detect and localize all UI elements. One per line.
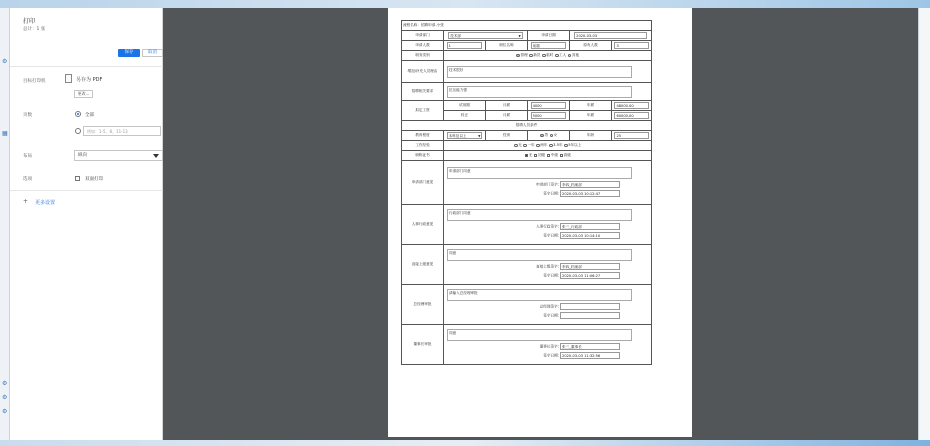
age-label: 年龄 xyxy=(570,131,612,141)
change-destination-button[interactable]: 更改... xyxy=(74,90,93,98)
print-preview-area xyxy=(163,8,918,440)
destination-value: 另存为 PDF xyxy=(76,77,103,83)
background-scrollbar[interactable] xyxy=(918,8,930,446)
apply-date-input[interactable]: 2020-03-03 xyxy=(574,32,647,39)
category-radio-3[interactable] xyxy=(555,54,559,58)
pages-all-radio[interactable] xyxy=(75,111,81,117)
sidebar-gear-icon-3[interactable]: ⚙ xyxy=(2,394,8,401)
hr-signer-input[interactable]: 张三_行政部 xyxy=(560,223,620,230)
headcount-input[interactable]: 1 xyxy=(447,42,483,49)
education-select[interactable]: 本科及以上 ▼ xyxy=(447,132,483,139)
duplex-label: 双面打印 xyxy=(85,177,103,182)
experience-label: 工作经验 xyxy=(402,141,444,151)
category-options: 管理 新员 临时 工人 其他 xyxy=(444,51,652,61)
sup-date-label: 签字日期: xyxy=(543,273,559,278)
salary-label: 拟定工资 xyxy=(402,101,444,121)
destination-label: 目标打印机 xyxy=(23,79,46,84)
sidebar-gear-icon-2[interactable]: ⚙ xyxy=(2,380,8,387)
headcount-label: 申请人数 xyxy=(402,41,444,51)
sidebar-gear-icon-4[interactable]: ⚙ xyxy=(2,408,8,415)
apply-dept-label: 申请部门 xyxy=(402,31,444,41)
probation-monthly-label: 月薪 xyxy=(486,101,528,111)
print-button[interactable]: 保存 xyxy=(118,49,140,57)
sup-signer-label: 直接上级签字: xyxy=(536,264,559,269)
options-label: 选项 xyxy=(23,177,32,182)
print-title: 打印 xyxy=(23,18,36,25)
apply-dept-select[interactable]: 技术部 ▼ xyxy=(448,32,523,39)
duplex-checkbox[interactable] xyxy=(75,176,80,181)
dept-date-input[interactable]: 2020-03-03 10:12:47 xyxy=(560,190,620,197)
cert-label: 职称证书 xyxy=(402,151,444,161)
pages-label: 页数 xyxy=(23,113,32,118)
sidebar-gear-icon[interactable]: ⚙ xyxy=(2,58,8,65)
gender-radio-female[interactable] xyxy=(550,134,554,138)
pdf-file-icon xyxy=(65,74,72,83)
hr-signer-label: 人事行政签字: xyxy=(536,224,559,229)
sup-opinion-label: 直接上级意见 xyxy=(402,245,444,285)
background-app-sidebar xyxy=(0,8,10,446)
hr-date-label: 签字日期: xyxy=(543,233,559,238)
probation-annual-input[interactable]: 48000.00 xyxy=(614,102,648,109)
recruitment-form xyxy=(401,20,652,365)
conditions-header: 招聘人员条件 xyxy=(402,121,652,131)
probation-monthly-input[interactable]: 4000 xyxy=(531,102,567,109)
chair-date-label: 签字日期: xyxy=(543,353,559,358)
cert-options: 无 初级 中级 高级 xyxy=(444,151,652,161)
gm-signer-label: 总经理签字: xyxy=(539,304,559,309)
pages-range-input[interactable]: 例如：1-5、8、11-13 xyxy=(83,126,161,136)
chevron-down-icon xyxy=(153,154,159,158)
position-input[interactable]: 前端 xyxy=(531,42,567,49)
regular-annual-label: 年薪 xyxy=(570,111,612,121)
sup-opinion-textarea[interactable]: 同意 xyxy=(447,249,632,261)
gm-textarea[interactable]: 请输入总经理审批 xyxy=(447,289,632,301)
cancel-button[interactable]: 取消 xyxy=(142,49,163,57)
gm-date-label: 签字日期: xyxy=(543,313,559,318)
dept-opinion-label: 申请部门意见 xyxy=(402,161,444,205)
position-label: 职位名称 xyxy=(486,41,528,51)
existing-input[interactable]: 3 xyxy=(614,42,648,49)
category-radio-4[interactable] xyxy=(568,54,572,58)
hr-date-input[interactable]: 2020-03-03 10:14:10 xyxy=(560,232,620,239)
gender-label: 性别 xyxy=(486,131,528,141)
cert-checkbox-0[interactable] xyxy=(525,154,529,158)
layout-select[interactable] xyxy=(74,150,163,161)
chair-signer-label: 董事长签字: xyxy=(539,344,559,349)
dept-date-label: 签字日期: xyxy=(543,191,559,196)
apply-date-label: 申请日期 xyxy=(528,31,570,41)
sheet-count: 总计：1 张 xyxy=(23,27,46,32)
cert-checkbox-3[interactable] xyxy=(560,154,564,158)
preview-page xyxy=(388,8,692,437)
existing-label: 原有人数 xyxy=(570,41,612,51)
requirement-textarea[interactable]: 抗压能力强 xyxy=(447,86,632,98)
hr-opinion-label: 人事行政意见 xyxy=(402,205,444,245)
reason-label: 增加/补充人员理由 xyxy=(402,61,444,83)
probation-label: 试用期 xyxy=(444,101,486,111)
gm-label: 总经理审批 xyxy=(402,285,444,325)
layout-label: 布局 xyxy=(23,154,32,159)
probation-annual-label: 年薪 xyxy=(570,101,612,111)
requirement-label: 招聘相关要求 xyxy=(402,83,444,101)
regular-monthly-input[interactable]: 5000 xyxy=(531,112,567,119)
regular-label: 转正 xyxy=(444,111,486,121)
more-settings-link[interactable]: 更多设置 xyxy=(35,200,56,206)
cert-checkbox-2[interactable] xyxy=(547,154,551,158)
chair-label: 董事长审批 xyxy=(402,325,444,365)
education-label: 教育程度 xyxy=(402,131,444,141)
divider xyxy=(10,66,163,67)
category-label: 职务类别 xyxy=(402,51,444,61)
divider xyxy=(10,190,163,191)
cert-checkbox-1[interactable] xyxy=(534,154,538,158)
dept-signer-input[interactable]: 李四_档案部 xyxy=(560,181,620,188)
reason-textarea[interactable]: 技术很好 xyxy=(447,66,632,78)
experience-options: 无 一年 两年 3-5年 5年以上 xyxy=(444,141,652,151)
regular-annual-input[interactable]: 60000.00 xyxy=(614,112,648,119)
sidebar-grid-icon[interactable]: ▦ xyxy=(2,130,8,137)
hr-opinion-textarea[interactable]: 行政部门同意 xyxy=(447,209,632,221)
dept-signer-label: 申请部门签字: xyxy=(536,182,559,187)
regular-monthly-label: 月薪 xyxy=(486,111,528,121)
background-window-top xyxy=(0,0,930,8)
pages-range-radio[interactable] xyxy=(75,128,81,134)
chair-textarea[interactable]: 同意 xyxy=(447,329,632,341)
pages-all-label: 全部 xyxy=(85,113,94,118)
layout-value: 纵向 xyxy=(78,153,87,158)
gm-date-input[interactable] xyxy=(560,312,620,319)
print-settings-panel xyxy=(10,8,163,440)
sup-date-input[interactable]: 2020-03-03 11:06:27 xyxy=(560,272,620,279)
age-input[interactable]: 25 xyxy=(614,132,648,139)
gm-signer-input[interactable] xyxy=(560,303,620,310)
gender-options: 男 女 xyxy=(528,131,570,141)
sup-signer-input[interactable]: 李四_档案部 xyxy=(560,263,620,270)
plus-icon[interactable]: + xyxy=(23,198,29,205)
background-taskbar xyxy=(0,440,930,446)
chair-date-input[interactable]: 2020-03-03 11:32:56 xyxy=(560,352,620,359)
process-name: 流程名称：招聘申请-小张 xyxy=(402,21,652,31)
chair-signer-input[interactable]: 张三_董事长 xyxy=(560,343,620,350)
dept-opinion-textarea[interactable]: 申请部门同意 xyxy=(447,167,632,179)
